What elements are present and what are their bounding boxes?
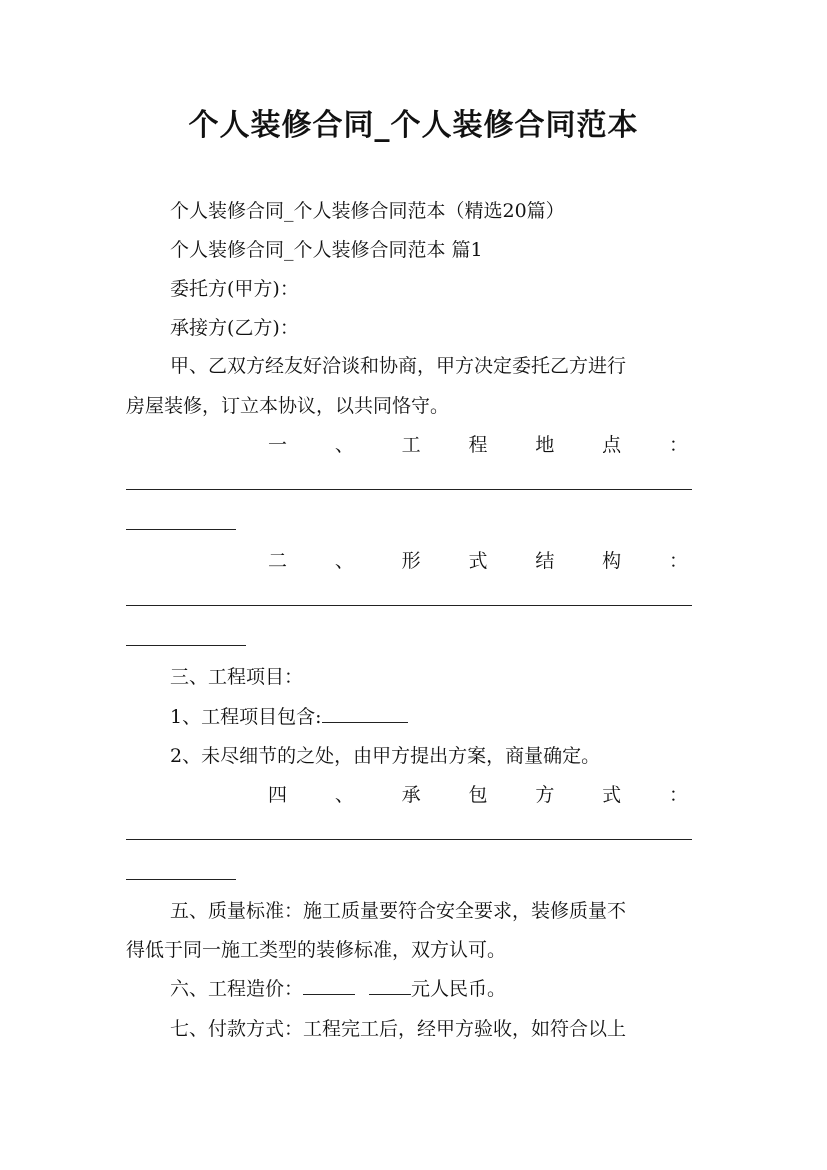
spread-char: 承 xyxy=(401,784,421,806)
price-unit: 元人民币。 xyxy=(411,978,507,1000)
spread-char: 形 xyxy=(401,550,421,572)
fill-in-rule xyxy=(126,529,236,530)
section-heading: 个人装修合同_个人装修合同范本 篇1 xyxy=(170,239,483,261)
paragraph-line: 甲、乙双方经友好洽谈和协商，甲方决定委托乙方进行 xyxy=(170,355,627,377)
paragraph-line: 七、付款方式：工程完工后，经甲方验收，如符合以上 xyxy=(170,1018,627,1040)
clause-heading-items: 三、工程项目： xyxy=(170,666,304,688)
paragraph-line: 房屋装修，订立本协议，以共同恪守。 xyxy=(126,395,450,417)
clause-heading-location xyxy=(268,432,688,458)
spread-char: 、 xyxy=(334,550,354,572)
spread-char: 结 xyxy=(535,550,555,572)
spread-char: 四 xyxy=(268,784,288,806)
fill-in-rule xyxy=(126,605,692,606)
spread-char: 、 xyxy=(334,434,354,456)
item-label: 1、工程项目包含: xyxy=(170,706,322,728)
fill-in-rule xyxy=(126,839,692,840)
price-label: 六、工程造价： xyxy=(170,978,304,1000)
price-line xyxy=(170,976,702,1002)
spread-char: 构 xyxy=(602,550,622,572)
fill-in-rule xyxy=(126,645,246,646)
item-line: 2、未尽细节的之处，由甲方提出方案，商量确定。 xyxy=(170,745,601,767)
clause-heading-structure xyxy=(268,548,688,574)
spread-char: 方 xyxy=(535,784,555,806)
spread-char: 点 xyxy=(602,434,622,456)
spread-char: 程 xyxy=(468,434,488,456)
spread-char: 式 xyxy=(602,784,622,806)
spread-char: ： xyxy=(668,434,688,456)
fill-in-rule xyxy=(126,879,236,880)
spread-char: ： xyxy=(668,784,688,806)
spread-char: 式 xyxy=(468,550,488,572)
item-line xyxy=(170,704,702,730)
party-a-line: 委托方(甲方)： xyxy=(170,278,299,300)
clause-heading-contract-method xyxy=(268,782,688,808)
fill-in-rule xyxy=(126,489,692,490)
spread-char: 工 xyxy=(401,434,421,456)
spread-char: 一 xyxy=(268,434,288,456)
blank-field xyxy=(322,704,408,723)
paragraph-line: 五、质量标准：施工质量要符合安全要求，装修质量不 xyxy=(170,900,627,922)
spread-char: 、 xyxy=(334,784,354,806)
spread-char: 二 xyxy=(268,550,288,572)
blank-field xyxy=(303,976,355,995)
subtitle-line: 个人装修合同_个人装修合同范本（精选20篇） xyxy=(170,200,565,222)
party-b-line: 承接方(乙方)： xyxy=(170,317,299,339)
spread-char: 包 xyxy=(468,784,488,806)
spread-char: 地 xyxy=(535,434,555,456)
paragraph-line: 得低于同一施工类型的装修标准，双方认可。 xyxy=(126,939,507,961)
spread-char: ： xyxy=(668,550,688,572)
blank-field xyxy=(369,976,411,995)
document-title: 个人装修合同_个人装修合同范本 xyxy=(188,108,639,143)
